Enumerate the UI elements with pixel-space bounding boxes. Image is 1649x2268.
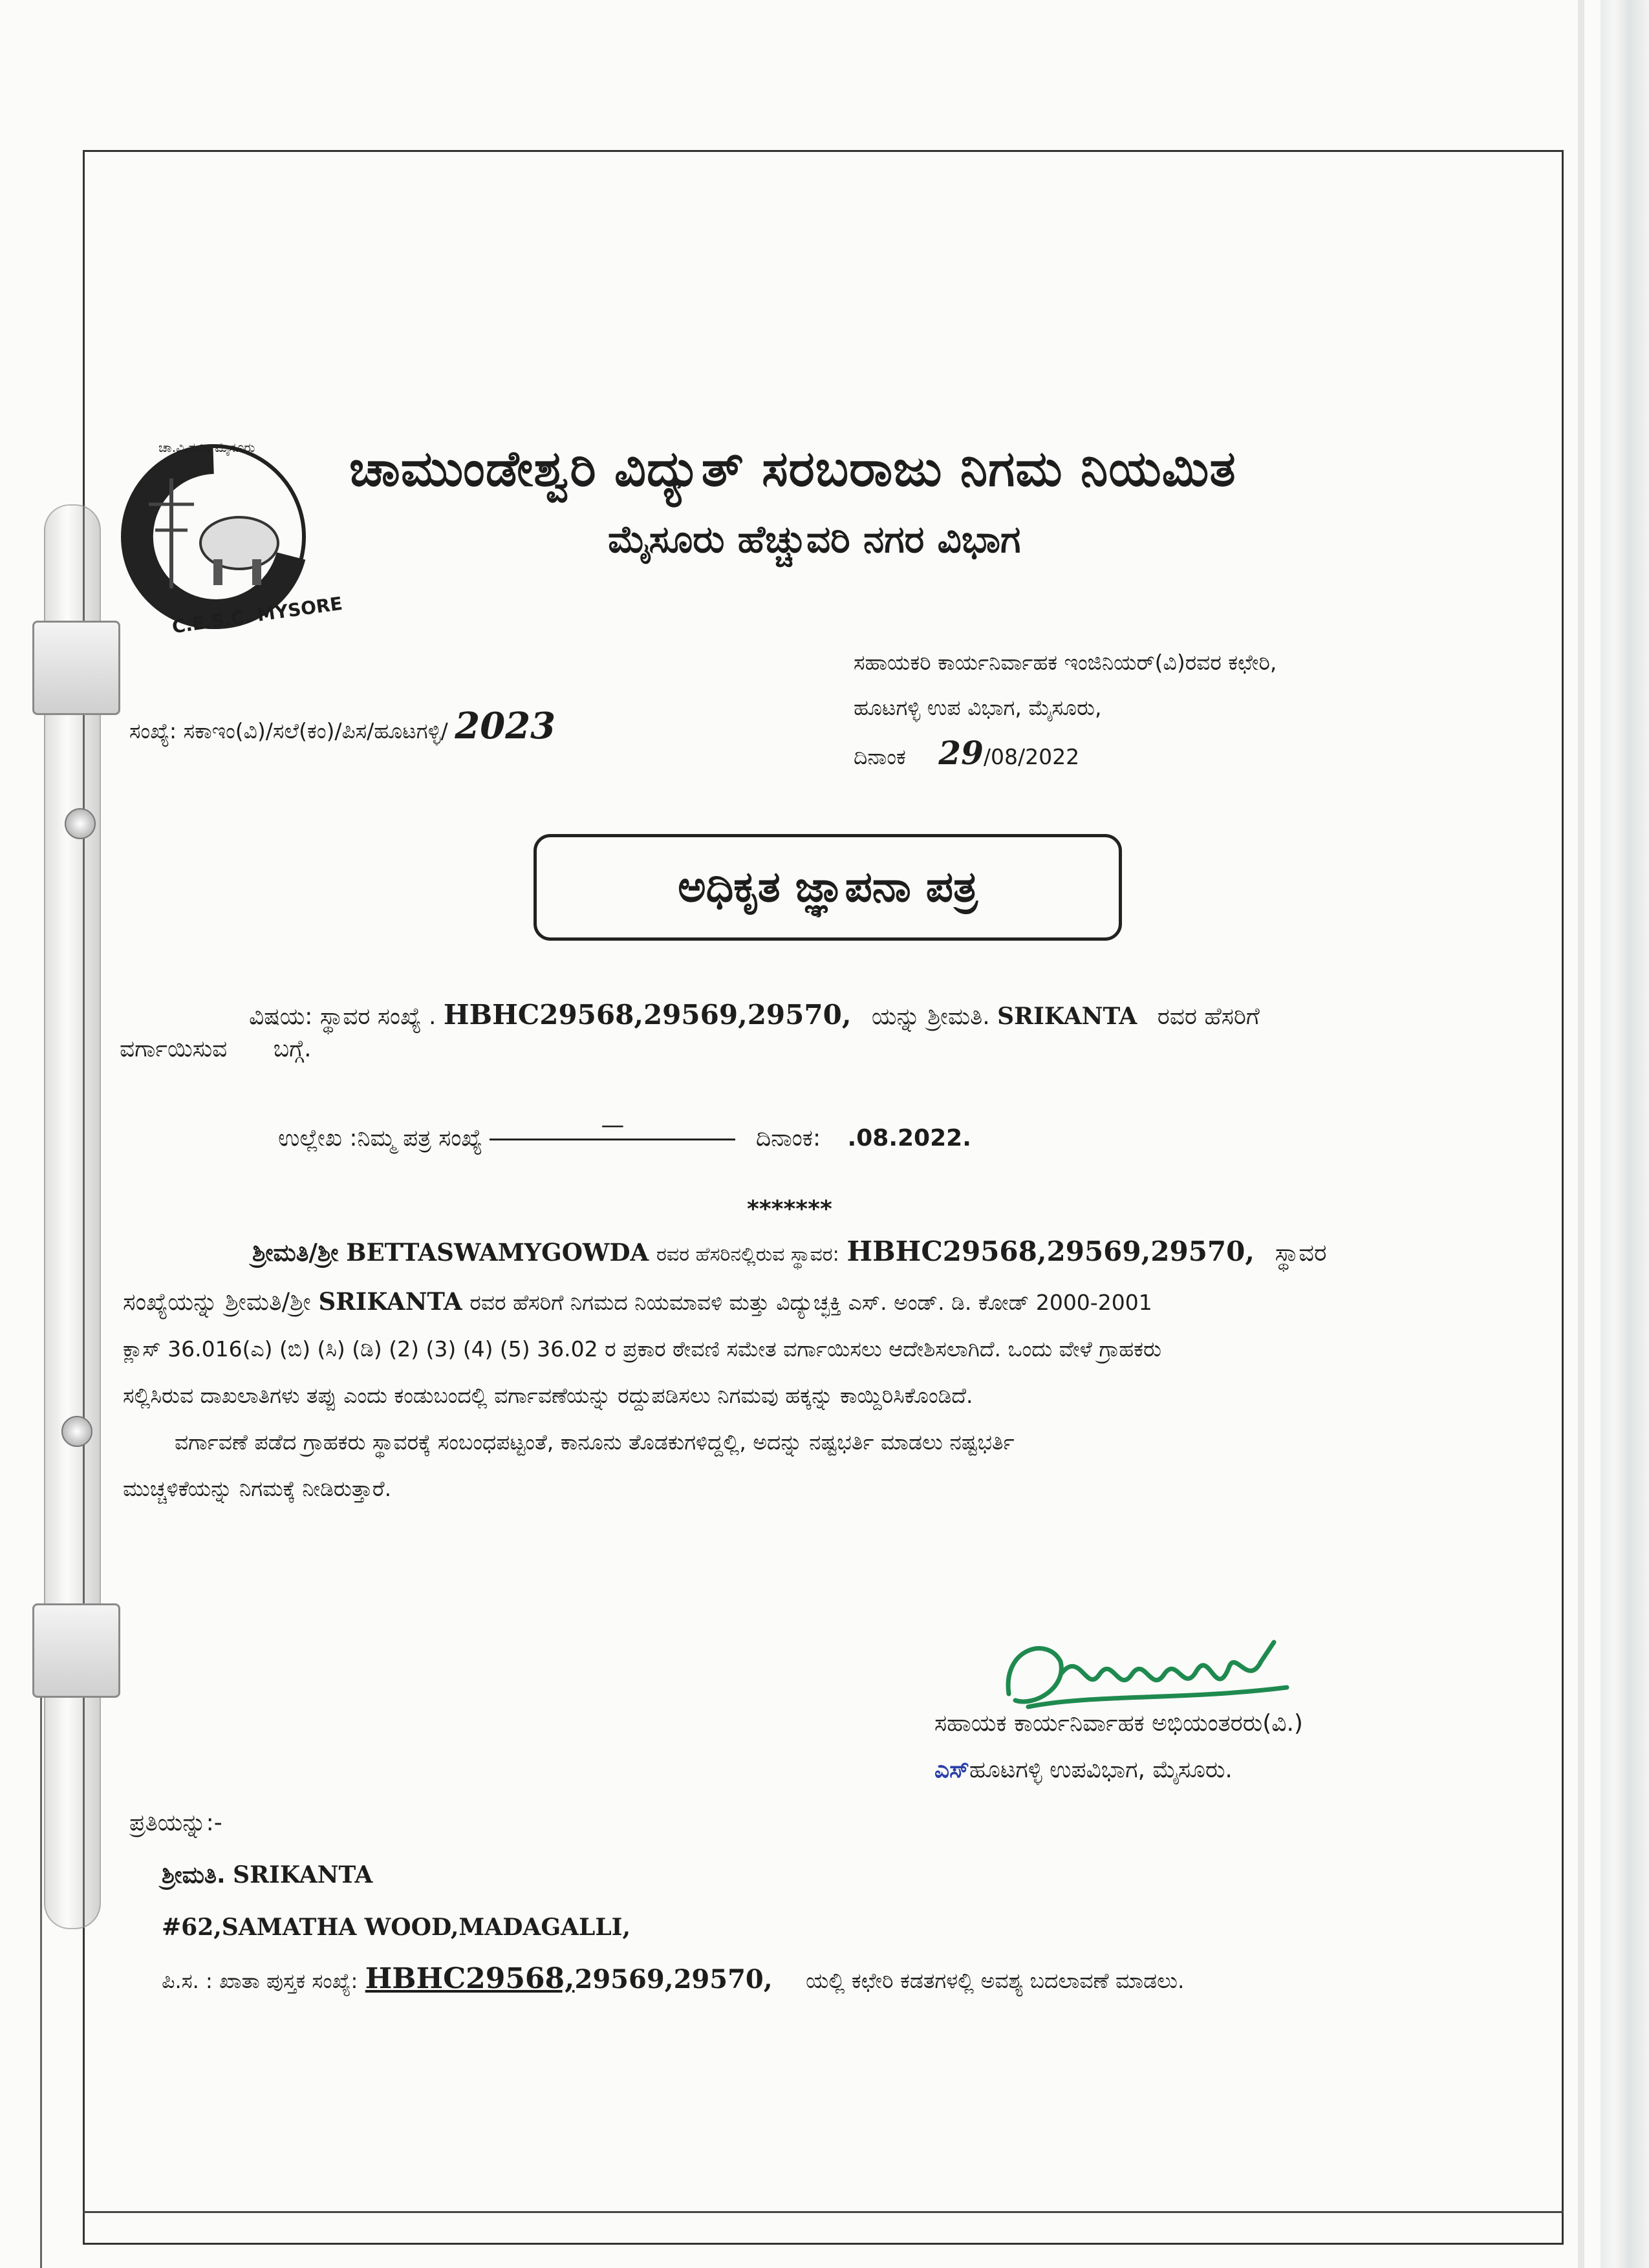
signatory-initials: ಎಸ್: [934, 1757, 969, 1783]
division-name: ಮೈಸೂರು ಹೆಚ್ಚುವರಿ ನಗರ ವಿಭಾಗ: [608, 517, 1021, 561]
copy-address: #62,SAMATHA WOOD,MADAGALLI,: [162, 1914, 631, 1941]
office-line-2: ಹೂಟಗಳ್ಳಿ ಉಪ ವಿಭಾಗ, ಮೈಸೂರು,: [854, 695, 1102, 720]
copy-note: [162, 1953, 1184, 2007]
binder-ring: [61, 1416, 92, 1447]
body-text: ಸಂಖ್ಯೆಯನ್ನು ಶ್ರೀಮತಿ/ಶ್ರೀ: [123, 1288, 311, 1316]
body-paragraph: [123, 1228, 1533, 1512]
reference-handwritten: 2023: [455, 705, 556, 747]
binder-rod: [44, 504, 101, 1929]
office-date: [854, 731, 1277, 780]
copy-label: ಪ್ರತಿಯನ್ನು:-: [129, 1810, 222, 1836]
copy-ps-end: ಯಲ್ಲಿ ಕಛೇರಿ ಕಡತಗಳಲ್ಲಿ ಅವಶ್ಯ ಬದಲಾವಣೆ ಮಾಡಲು.: [806, 1968, 1185, 1993]
subject-line2-a: ವರ್ಗಾಯಿಸುವ: [120, 1036, 228, 1062]
reference-letter: [278, 1112, 971, 1153]
body-title-prefix: ಶ್ರೀಮತಿ/ಶ್ರೀ: [252, 1239, 339, 1267]
binder-ring: [65, 808, 96, 839]
subject-label: ವಿಷಯ: ಸ್ಥಾವರ ಸಂಖ್ಯೆ .: [249, 1003, 436, 1030]
logo-top-text: ಚಾ.ವಿ.ಸ.ನಿ. ಮೈಸೂರು: [158, 440, 255, 455]
body-text: ರವರ ಹೆಸರಿನಲ್ಲಿರುವ ಸ್ಥಾವರ:: [656, 1243, 839, 1266]
subject: [120, 999, 1260, 1063]
ulle-date-label: ದಿನಾಂಕ:: [755, 1125, 821, 1151]
signatory-block: [934, 1700, 1303, 1793]
body-text: ರವರ ಹೆಸರಿಗೆ ನಿಗಮದ ನಿಯಮಾವಳಿ ಮತ್ತು ವಿದ್ಯುಚ್ಛಕ್ತಿ ಎಸ್. ಅಂಡ್. ಡಿ. ಕೋಡ್ 2000-2001: [469, 1290, 1152, 1315]
copy-accounts-main: HBHC29568,: [365, 1962, 575, 1995]
footer-divider: [83, 2211, 1564, 2213]
body-line-3: ಕ್ಲಾಸ್ 36.016(ಎ) (ಬಿ) (ಸಿ) (ಡಿ) (2) (3) (4) (5) 36.02 ರ ಪ್ರಕಾರ ಠೇವಣಿ ಸಮೇತ ವರ್ಗಾಯಿಸಲು ಆದೇಶಿಸಲಾಗಿದೆ. ಒಂದು ವೇಳೆ ಗ್ರಾಹಕರು: [123, 1336, 1161, 1362]
subject-mid: ಯನ್ನು ಶ್ರೀಮತಿ.: [871, 1003, 990, 1030]
date-rest: /08/2022: [983, 744, 1080, 769]
signatory-title: ಸಹಾಯಕ ಕಾರ್ಯನಿರ್ವಾಹಕ ಅಭಿಯಂತರರು(ವಿ.): [934, 1710, 1303, 1737]
copy-ps-label: ಪಿ.ಸ. : ಖಾತಾ ಪುಸ್ತಕ ಸಂಖ್ಯೆ:: [162, 1969, 358, 1993]
body-text: ಸ್ಥಾವರ: [1275, 1239, 1327, 1267]
org-name: ಚಾಮುಂಡೇಶ್ವರಿ ವಿದ್ಯುತ್ ಸರಬರಾಜು ನಿಗಮ ನಿಯಮಿತ: [349, 440, 1236, 497]
page-edge-shadow: [1600, 0, 1649, 2268]
copy-name: SRIKANTA: [233, 1861, 373, 1888]
subject-line-2: [120, 1036, 1260, 1063]
office-address: [854, 640, 1277, 780]
subject-line2-b: ಬಗ್ಗೆ.: [273, 1036, 312, 1062]
binder-clip-top: [32, 621, 120, 715]
ulle-blank: [490, 1112, 735, 1140]
office-line-1: ಸಹಾಯಕರಿ ಕಾರ್ಯನಿರ್ವಾಹಕ ಇಂಜಿನಿಯರ್(ವಿ)ರವರ ಕಛೇರಿ,: [854, 650, 1277, 675]
memo-title: ಅಧಿಕೃತ ಜ್ಞಾಪನಾ ಪತ್ರ: [534, 834, 1122, 941]
subject-end: ರವರ ಹೆಸರಿಗೆ: [1157, 1003, 1260, 1030]
body-accounts: HBHC29568,29569,29570,: [846, 1236, 1255, 1267]
body-line-6: ಮುಚ್ಚಳಿಕೆಯನ್ನು ನಿಗಮಕ್ಕೆ ನೀಡಿರುತ್ತಾರೆ.: [123, 1476, 392, 1501]
subject-line-1: [249, 999, 1260, 1031]
date-day-handwritten: 29: [938, 734, 984, 772]
ulle-dash: —: [601, 1112, 625, 1139]
signatory-office-text: ಹೂಟಗಳ್ಳಿ ಉಪವಿಭಾಗ, ಮೈಸೂರು.: [969, 1757, 1233, 1783]
body-line-5: ವರ್ಗಾವಣೆ ಪಡೆದ ಗ್ರಾಹಕರು ಸ್ಥಾವರಕ್ಕೆ ಸಂಬಂಧಪಟ್ಟಂತೆ, ಕಾನೂನು ತೊಡಕುಗಳಿದ್ದಲ್ಲಿ, ಅದನ್ನು ನಷ್ಟಭರ್ತಿ ಮಾಡಲು ನಷ್ಟಭರ್ತಿ: [175, 1429, 1015, 1455]
copy-accounts-rest: 29569,29570,: [574, 1964, 773, 1995]
body-line-2: [123, 1278, 1533, 1326]
binder-clip-bottom: [32, 1603, 120, 1698]
reference-number: [129, 705, 555, 747]
left-margin-line: [40, 1629, 42, 2268]
ulle-date: .08.2022.: [847, 1125, 971, 1151]
subject-name: SRIKANTA: [997, 1003, 1137, 1030]
body-line-1: [252, 1228, 1533, 1278]
copy-to-block: [129, 1797, 1184, 2007]
body-line-4: ಸಲ್ಲಿಸಿರುವ ದಾಖಲಾತಿಗಳು ತಪ್ಪು ಎಂದು ಕಂಡುಬಂದಲ್ಲಿ ವರ್ಗಾವಣೆಯನ್ನು ರದ್ದುಪಡಿಸಲು ನಿಗಮವು ಹಕ್ಕನ್ನು ಕಾಯ್ದಿರಿಸಿಕೊಂಡಿದೆ.: [123, 1383, 973, 1408]
date-label: ದಿನಾಂಕ: [854, 744, 906, 769]
subject-accounts: HBHC29568,29569,29570,: [443, 999, 852, 1031]
copy-name-prefix: ಶ್ರೀಮತಿ.: [162, 1862, 226, 1888]
ulle-label: ಉಲ್ಲೇಖ :ನಿಮ್ಮ ಪತ್ರ ಸಂಖ್ಯೆ: [278, 1125, 482, 1151]
logo-caption: C.E.S.C. MYSORE: [170, 592, 344, 638]
copy-recipient: [162, 1849, 1184, 1901]
separator-stars: *******: [747, 1196, 832, 1223]
body-old-owner: BETTASWAMYGOWDA: [346, 1238, 649, 1267]
page-edge-line: [1578, 0, 1584, 2268]
signatory-office: [934, 1747, 1303, 1793]
body-new-owner: SRIKANTA: [318, 1287, 462, 1316]
reference-prefix: ಸಂಖ್ಯೆ: ಸಕಾಇಂ(ವಿ)/ಸಲೆ(ಕಂ)/ಪಿಸ/ಹೂಟಗಳ್ಳಿ/: [129, 718, 448, 744]
